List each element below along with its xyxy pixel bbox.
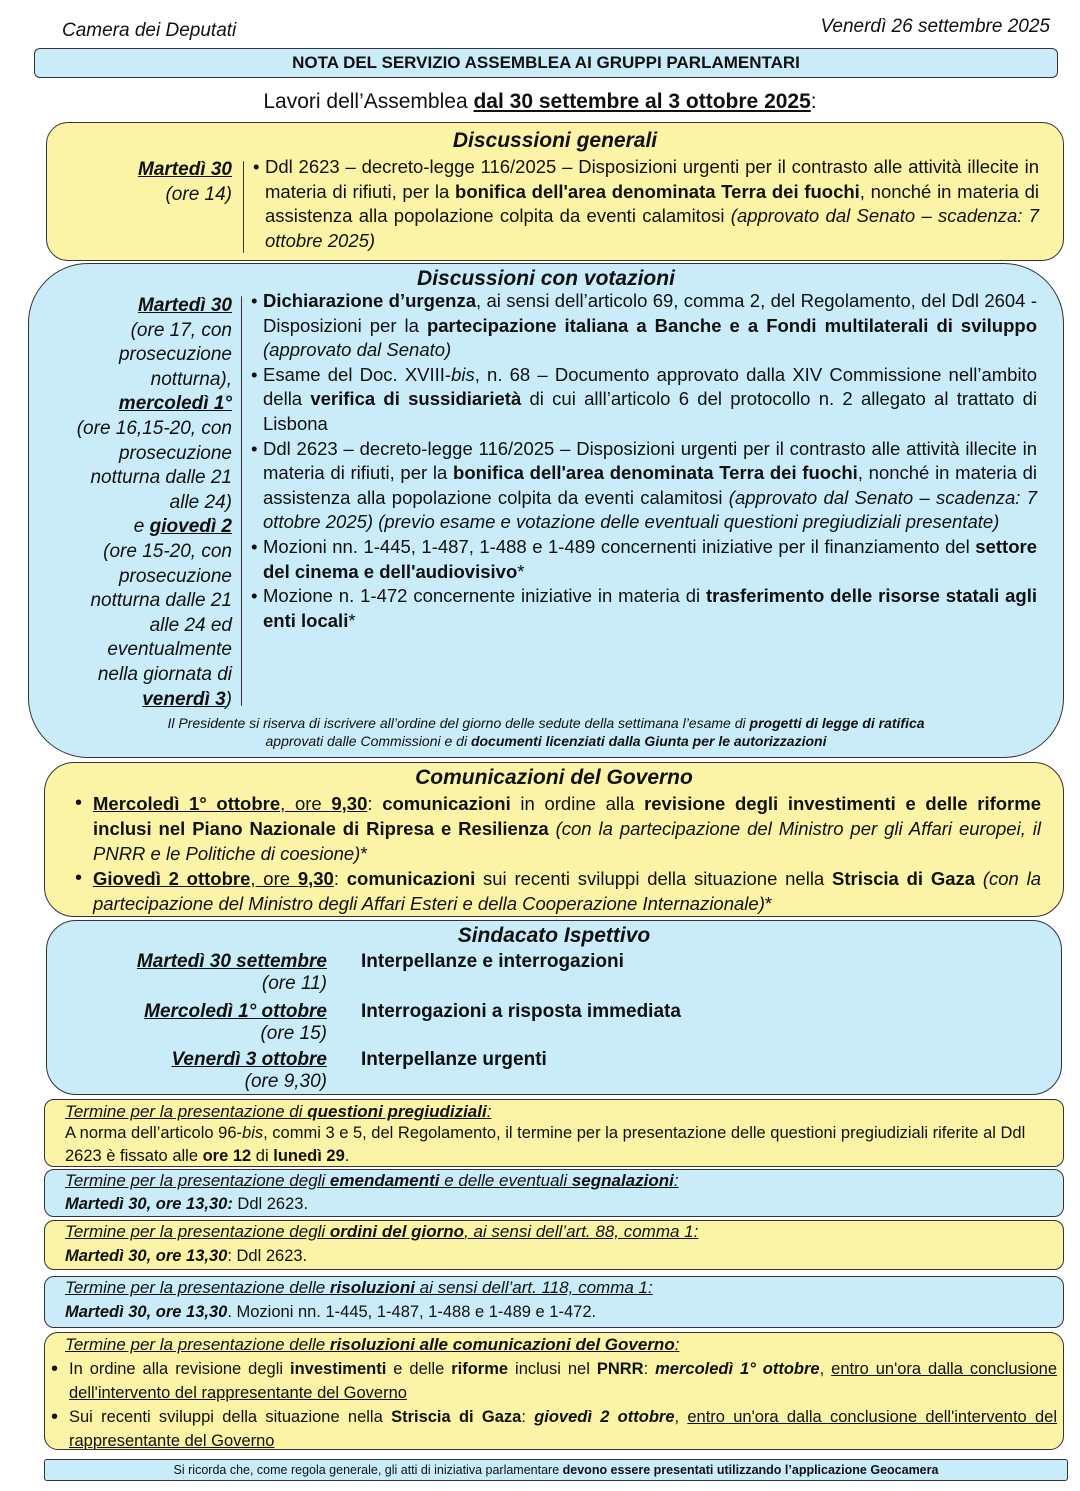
vote-items bbox=[251, 289, 1037, 633]
footer-text: Si ricorda che, come regola generale, gli atti di iniziativa parlamentare bbox=[173, 1463, 563, 1477]
body-text: . Mozioni nn. 1-445, 1-487, 1-488 e 1-489 e 1-472. bbox=[227, 1303, 597, 1321]
comm-italic: (con la partecipazione del Ministro per gli Affari europei, il PNRR e le Politiche di coesione) bbox=[93, 818, 1041, 864]
deadline-title bbox=[65, 1102, 491, 1122]
brace bbox=[243, 161, 244, 253]
deadline-title bbox=[65, 1278, 653, 1298]
section-title: Discussioni con votazioni bbox=[417, 267, 675, 290]
body-bold: investimenti bbox=[290, 1360, 387, 1378]
list-item bbox=[253, 155, 1039, 253]
general-discussions-box bbox=[46, 122, 1064, 261]
item-bold: partecipazione italiana a Banche e a Fondi multilaterali di sviluppo bbox=[426, 314, 1037, 336]
comm-bold: comunicazioni bbox=[346, 868, 476, 889]
body-bold: mercoledì 1° ottobre bbox=[655, 1360, 820, 1378]
inspection-day: Venerdì 3 ottobre bbox=[171, 1049, 327, 1070]
body-underline: entro un'ora dalla conclusione dell'intervento del rappresentante del Governo bbox=[69, 1408, 1057, 1450]
title-text: , ai sensi dell’art. 88, comma 1 bbox=[464, 1222, 694, 1241]
list-item bbox=[75, 791, 1041, 866]
title-text: Termine per la presentazione delle bbox=[65, 1278, 330, 1297]
body-bold: Striscia di Gaza bbox=[391, 1408, 522, 1426]
footer-note bbox=[44, 1459, 1068, 1481]
body-bold: lunedì 29 bbox=[273, 1147, 345, 1165]
title-text: : bbox=[693, 1222, 699, 1241]
list-item bbox=[251, 289, 1037, 363]
time-label: (ore 14) bbox=[165, 183, 232, 205]
deadline-orders-box bbox=[44, 1220, 1064, 1270]
inspection-day-3 bbox=[47, 1049, 327, 1093]
title-bold: ordini del giorno bbox=[329, 1222, 465, 1241]
day-column bbox=[87, 158, 232, 207]
comm-star: * bbox=[360, 843, 368, 864]
government-communications-box bbox=[44, 762, 1064, 917]
day-label: giovedì 2 bbox=[149, 516, 232, 538]
item-text: , nonché in materia di assistenza alla popolazione colpita da eventi calamitosi bbox=[263, 462, 1037, 508]
comm-bold: comunicazioni bbox=[382, 793, 511, 814]
list-item bbox=[51, 1405, 1057, 1453]
body-text: A norma dell’articolo 96- bbox=[65, 1124, 243, 1142]
item-italic: bis bbox=[451, 363, 475, 385]
body-bold: Martedì 30, ore 13,30 bbox=[65, 1303, 228, 1321]
title-text: : bbox=[674, 1335, 680, 1354]
list-item bbox=[251, 437, 1037, 535]
deadline-preliminary-box bbox=[44, 1099, 1064, 1167]
comm-sep: , ore bbox=[280, 793, 332, 814]
day-detail: (ore 16,15-20, con prosecuzione notturna dalle 21 alle 24) bbox=[76, 417, 232, 513]
note-title-banner: NOTA DEL SERVIZIO ASSEMBLEA AI GRUPPI PARLAMENTARI bbox=[34, 48, 1058, 78]
title-text: Termine per la presentazione degli bbox=[65, 1222, 330, 1241]
item-italic: (approvato dal Senato – scadenza: 7 ottobre 2025) bbox=[265, 205, 1039, 251]
item-text: Mozione n. 1-472 concernente iniziative in materia di bbox=[263, 585, 707, 607]
inspection-time: (ore 15) bbox=[260, 1023, 327, 1044]
item-bold: bonifica dell'area denominata Terra dei fuochi bbox=[455, 180, 860, 202]
title-text: Termine per la presentazione di bbox=[65, 1102, 308, 1121]
title-text: : bbox=[673, 1171, 679, 1190]
communications-list bbox=[75, 791, 1041, 916]
footer-bold: devono essere presentati utilizzando l’applicazione Geocamera bbox=[562, 1463, 939, 1477]
deadline-body bbox=[65, 1193, 1043, 1216]
item-text: Mozioni nn. 1-445, 1-487, 1-488 e 1-489 concernenti iniziative per il finanziamento del bbox=[263, 535, 976, 557]
comm-bold: revisione degli investimenti e delle riforme inclusi nel Piano Nazionale di Ripresa e Resilienza bbox=[93, 793, 1041, 839]
comm-italic: (con la partecipazione del Ministro degli Affari Esteri e della Cooperazione Internazionale) bbox=[93, 868, 1041, 914]
list-item bbox=[75, 866, 1041, 916]
deadline-title bbox=[65, 1171, 679, 1191]
day-label: Martedì 30 bbox=[138, 295, 232, 316]
body-bold: riforme bbox=[451, 1360, 509, 1378]
item-text: di cui alll’articolo 6 del protocollo n. 2 allegato al trattato di Lisbona bbox=[263, 388, 1037, 434]
deadline-body bbox=[65, 1122, 1043, 1168]
inspection-day-1 bbox=[47, 951, 327, 995]
inspection-desc: Interrogazioni a risposta immediata bbox=[361, 1001, 681, 1022]
body-bold: ore 12 bbox=[202, 1147, 252, 1165]
day-detail: (ore 15-20, con prosecuzione notturna dalle 21 alle 24 ed eventualmente nella giornata di bbox=[90, 540, 232, 685]
item-bold: Dichiarazione d’urgenza bbox=[263, 290, 477, 311]
inspection-desc: Interpellanze e interrogazioni bbox=[361, 951, 624, 972]
comm-day: Giovedì 2 ottobre bbox=[93, 868, 251, 889]
title-text: : bbox=[648, 1278, 653, 1297]
document-date: Venerdì 26 settembre 2025 bbox=[820, 16, 1050, 37]
inspection-box bbox=[46, 920, 1062, 1095]
body-bold: Martedì 30, ore 13,30: bbox=[65, 1195, 233, 1213]
item-bold: verifica di sussidiarietà bbox=[310, 388, 522, 410]
deadline-title bbox=[65, 1335, 679, 1355]
body-text: e delle bbox=[386, 1360, 452, 1378]
body-text: : bbox=[521, 1408, 535, 1426]
title-bold: risoluzioni alle comunicazioni del Governo bbox=[329, 1335, 675, 1354]
comm-star: * bbox=[764, 893, 773, 914]
title-bold: emendamenti bbox=[329, 1171, 440, 1190]
item-bold: bonifica dell'area denominata Terra dei fuochi bbox=[453, 462, 858, 484]
item-text: * bbox=[348, 609, 356, 631]
item-text: Ddl 2623 – decreto-legge 116/2025 – Disposizioni urgenti per il contrasto alle attività illecite in materia di rifiuti, per la bbox=[265, 156, 1039, 202]
inspection-desc: Interpellanze urgenti bbox=[361, 1049, 547, 1070]
body-underline: entro un'ora dalla conclusione dell'intervento del rappresentante del Governo bbox=[69, 1360, 1057, 1402]
body-text: , commi 3 e 5, del Regolamento, il termine per la presentazione delle questioni pregiudiziali riferite al Ddl 2623 è fissato alle bbox=[65, 1124, 1026, 1165]
brace bbox=[241, 296, 242, 706]
inspection-day-2 bbox=[47, 1001, 327, 1045]
item-text: , nonché in materia di assistenza alla popolazione colpita da eventi calamitosi bbox=[265, 180, 1039, 227]
title-text: Termine per la presentazione delle bbox=[65, 1335, 330, 1354]
item-text: * bbox=[517, 560, 525, 582]
comm-colon: : bbox=[333, 868, 347, 889]
deadline-amendments-box bbox=[44, 1169, 1064, 1217]
list-item bbox=[51, 1357, 1057, 1405]
day-suffix: ) bbox=[225, 688, 232, 710]
note-bold: progetti di legge di ratifica bbox=[749, 715, 925, 731]
body-text: Ddl 2623. bbox=[232, 1195, 309, 1213]
comm-time: 9,30 bbox=[297, 868, 334, 889]
body-text: : Ddl 2623. bbox=[227, 1247, 308, 1265]
title-bold: risoluzioni bbox=[329, 1278, 415, 1297]
day-label: mercoledì 1° bbox=[118, 393, 232, 415]
day-label: venerdì 3 bbox=[142, 688, 226, 710]
body-text: inclusi nel bbox=[508, 1360, 597, 1378]
deadline-title bbox=[65, 1222, 698, 1242]
item-bold: trasferimento delle risorse statali agli enti locali bbox=[263, 585, 1037, 631]
body-text: , bbox=[674, 1408, 688, 1426]
works-period bbox=[0, 90, 1080, 114]
item-text: , n. 68 – Documento approvato dalla XIV Commissione nell’ambito della bbox=[263, 363, 1037, 410]
section-title: Sindacato Ispettivo bbox=[457, 924, 651, 947]
body-italic: bis bbox=[242, 1124, 264, 1142]
discussions-with-votes-box bbox=[28, 263, 1064, 758]
day-label: Martedì 30 bbox=[138, 159, 232, 180]
president-note bbox=[29, 714, 1063, 750]
comm-colon: : bbox=[367, 793, 383, 814]
title-text: e delle eventuali bbox=[439, 1171, 572, 1190]
body-text: Sui recenti sviluppi della situazione nella bbox=[69, 1408, 392, 1426]
title-text: : bbox=[486, 1102, 492, 1121]
body-text: In ordine alla revisione degli bbox=[69, 1360, 291, 1378]
list-item bbox=[251, 363, 1037, 437]
section-title: Comunicazioni del Governo bbox=[415, 766, 693, 789]
body-text: , bbox=[819, 1360, 832, 1378]
item-text: , ai sensi dell’articolo 69, comma 2, del Regolamento, del Ddl 2604 - Disposizioni per la bbox=[263, 290, 1037, 336]
list-item bbox=[251, 535, 1037, 584]
comm-bold: Striscia di Gaza bbox=[832, 868, 976, 889]
note-text: Il Presidente si riserva di iscrivere all’ordine del giorno delle sedute della settimana l’esame di bbox=[167, 715, 750, 731]
title-text: ai sensi dell’art. 118, comma 1 bbox=[414, 1278, 648, 1297]
day-detail: (ore 17, con prosecuzione notturna), bbox=[118, 319, 232, 390]
general-items bbox=[253, 155, 1039, 253]
body-text: . bbox=[344, 1147, 350, 1165]
inspection-time: (ore 11) bbox=[261, 973, 327, 994]
comm-text: in ordine alla bbox=[510, 793, 645, 814]
title-bold: questioni pregiudiziali bbox=[307, 1102, 487, 1121]
comm-time: 9,30 bbox=[331, 793, 368, 814]
title-text: Termine per la presentazione degli bbox=[65, 1171, 330, 1190]
day-prefix: e bbox=[133, 516, 150, 538]
deadline-resolutions-box bbox=[44, 1276, 1064, 1328]
deadline-body bbox=[65, 1301, 1043, 1324]
works-period-suffix: : bbox=[810, 90, 817, 113]
day-column bbox=[69, 294, 232, 712]
item-italic: (approvato dal Senato – scadenza: 7 ottobre 2025) (previo esame e votazione delle eventuali questioni pregiudiziali presentate) bbox=[263, 486, 1037, 533]
inspection-time: (ore 9,30) bbox=[244, 1071, 327, 1092]
item-bold: settore del cinema e dell'audiovisivo bbox=[263, 535, 1037, 582]
item-italic: (approvato dal Senato) bbox=[263, 339, 452, 361]
body-bold: giovedì 2 ottobre bbox=[534, 1408, 675, 1426]
list-item bbox=[251, 584, 1037, 633]
note-bold: documenti licenziati dalla Giunta per le autorizzazioni bbox=[470, 733, 827, 749]
comm-sep: , ore bbox=[250, 868, 298, 889]
deadline-gov-resolutions-box bbox=[44, 1332, 1064, 1450]
body-text: : bbox=[643, 1360, 656, 1378]
item-text: Esame del Doc. XVIII- bbox=[263, 363, 452, 385]
inspection-day: Mercoledì 1° ottobre bbox=[144, 1001, 327, 1022]
deadline-body bbox=[51, 1357, 1057, 1453]
title-bold: segnalazioni bbox=[571, 1171, 674, 1190]
section-title: Discussioni generali bbox=[452, 129, 658, 152]
chamber-name: Camera dei Deputati bbox=[62, 20, 237, 41]
body-bold: Martedì 30, ore 13,30 bbox=[65, 1247, 228, 1265]
deadline-body bbox=[65, 1245, 1043, 1268]
note-text: approvati dalle Commissioni e di bbox=[265, 733, 471, 749]
comm-text: sui recenti sviluppi della situazione nella bbox=[475, 868, 832, 889]
inspection-day: Martedì 30 settembre bbox=[136, 951, 327, 972]
body-bold: PNRR bbox=[596, 1360, 644, 1378]
body-text: di bbox=[251, 1147, 274, 1165]
works-period-prefix: Lavori dell’Assemblea bbox=[263, 90, 474, 113]
comm-day: Mercoledì 1° ottobre bbox=[93, 793, 281, 814]
item-text: Ddl 2623 – decreto-legge 116/2025 – Disposizioni urgenti per il contrasto alle attività illecite in materia di rifiuti, per la bbox=[263, 437, 1037, 484]
works-period-range: dal 30 settembre al 3 ottobre 2025 bbox=[473, 90, 811, 113]
